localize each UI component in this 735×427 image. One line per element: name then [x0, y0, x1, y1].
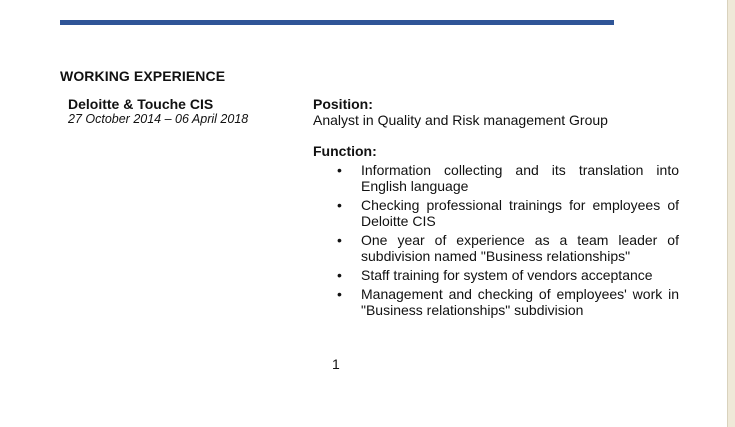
section-heading: WORKING EXPERIENCE	[60, 68, 226, 84]
list-item	[313, 232, 679, 264]
function-block	[313, 143, 679, 318]
bullet-icon: •	[337, 197, 342, 213]
employment-dates: 27 October 2014 – 06 April 2018	[68, 112, 249, 126]
function-text: Checking professional trainings for employees of Deloitte CIS	[361, 197, 679, 229]
function-list	[313, 162, 679, 318]
list-item	[313, 267, 679, 283]
function-text: Staff training for system of vendors acceptance	[361, 267, 653, 283]
list-item	[313, 286, 679, 318]
bullet-icon: •	[337, 162, 342, 178]
list-item	[313, 197, 679, 229]
function-text: One year of experience as a team leader of subdivision named "Business relationships"	[361, 232, 679, 264]
bullet-icon: •	[337, 267, 342, 283]
bullet-icon: •	[337, 232, 342, 248]
section-divider	[60, 20, 614, 25]
position-value: Analyst in Quality and Risk management Group	[313, 112, 608, 128]
job-summary	[68, 96, 298, 127]
job-details	[313, 96, 679, 321]
page-number: 1	[332, 356, 340, 372]
bullet-icon: •	[337, 286, 342, 302]
function-text: Information collecting and its translation into English language	[361, 162, 679, 194]
position-label: Position:	[313, 96, 373, 112]
list-item	[313, 162, 679, 194]
function-label: Function:	[313, 143, 377, 159]
company-name: Deloitte & Touche CIS	[68, 96, 214, 112]
window-edge	[727, 0, 735, 427]
previous-page-text-fragment	[60, 0, 390, 2]
function-text: Management and checking of employees' work in "Business relationships" subdivision	[361, 286, 679, 318]
